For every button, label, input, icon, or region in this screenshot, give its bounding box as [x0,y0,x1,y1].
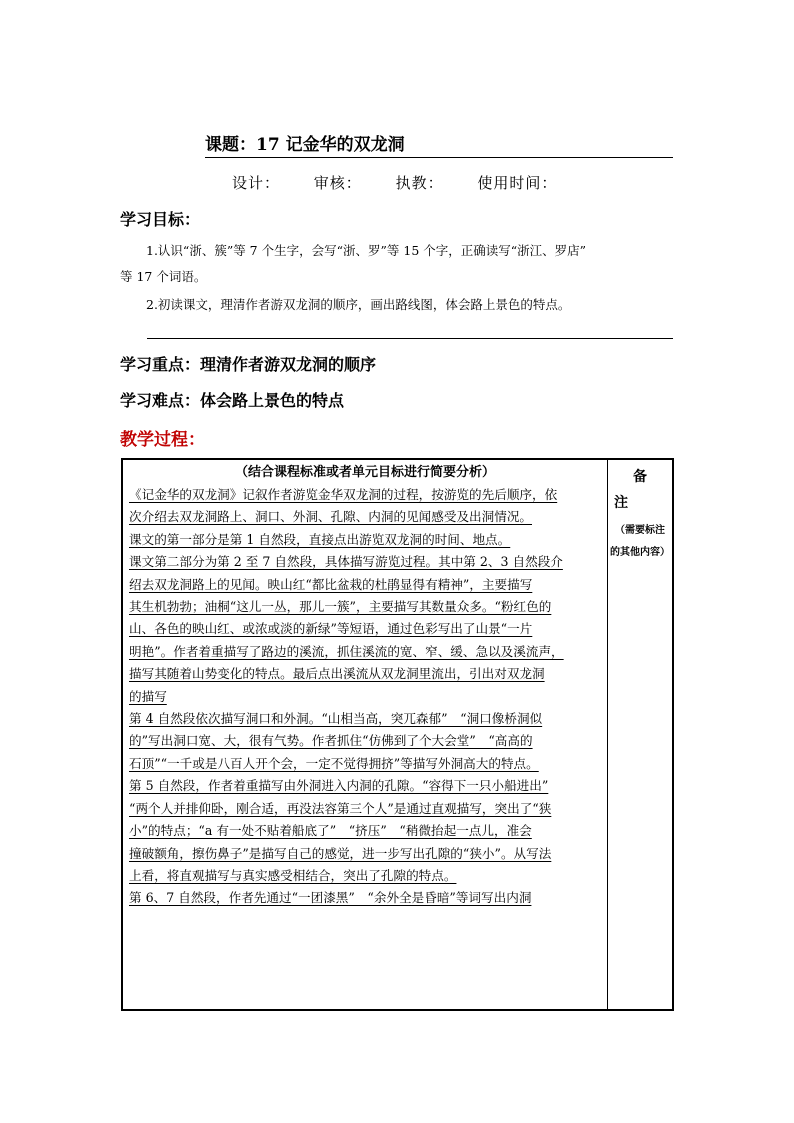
meta-row [232,172,585,193]
analysis-cell [122,459,608,1010]
analysis-line: 明艳”。作者着重描写了路边的溪流，抓住溪流的宽、窄、缓、急以及溪流声， [129,643,564,659]
analysis-line: 石顶”“一千或是八百人开个会，一定不觉得拥挤”等描写外洞高大的特点。 [129,755,539,771]
analysis-line: 小”的特点；“a 有一处不贴着船底了” “挤压” “稍微抬起一点儿，准会 [129,823,532,839]
teach-label: 执教： [395,174,444,192]
notes-title-zhu: 注 [614,495,628,511]
analysis-line: “两个人并排仰卧，刚合适，再没法容第三个人”是通过直观描写，突出了“狭 [129,800,552,816]
analysis-line: 上看，将直观描写与真实感受相结合，突出了孔隙的特点。 [129,867,457,883]
time-label: 使用时间： [477,174,558,192]
key-point: 学习重点：理清作者游双龙洞的顺序 [120,355,377,374]
analysis-line: 课文的第一部分是第 1 自然段，直接点出游览双龙洞的时间、地点。 [129,531,511,547]
difficulty: 学习难点：体会路上景色的特点 [120,391,345,410]
notes-cell [608,459,674,1010]
analysis-text [129,484,601,910]
title-row [205,130,673,158]
page-title: 课题：17 记金华的双龙洞 [205,135,405,155]
analysis-line: 撞破额角，擦伤鼻子”是描写自己的感觉，进一步写出孔隙的“狭小”。从写法 [129,845,552,861]
analysis-line: 次介绍去双龙洞路上、洞口、外洞、孔隙、内洞的见闻感受及出洞情况。 [129,509,532,525]
process-table [121,458,674,1011]
analysis-line: 山、各色的映山红、或浓或淡的新绿”等短语，通过色彩写出了山景“一片 [129,621,533,637]
notes-title-bei: 备 [633,469,647,485]
notes-hint-1: （需要标注 [615,525,665,536]
goals-heading: 学习目标： [120,210,201,229]
analysis-line: 的”写出洞口宽、大，很有气势。作者抓住“仿佛到了个大会堂” “高高的 [129,733,533,749]
analysis-line: 第 4 自然段依次描写洞口和外洞。“山相当高，突兀森郁” “洞口像桥洞似 [129,711,543,727]
design-label: 设计： [232,174,281,192]
review-label: 审核： [313,174,362,192]
analysis-line: 第 5 自然段，作者着重描写由外洞进入内洞的孔隙。“容得下一只小船进出” [129,778,549,794]
goal-1-line-2: 等 17 个词语。 [120,269,207,284]
divider [147,338,673,339]
analysis-line: 其生机勃勃；油桐“这儿一丛，那儿一簇”，主要描写其数量众多。“粉红色的 [129,599,552,615]
analysis-line: 的描写 [129,688,167,704]
analysis-line: 描写其随着山势变化的特点。最后点出溪流从双龙洞里流出，引出对双龙洞 [129,666,545,682]
analysis-line: 第 6、7 自然段，作者先通过“一团漆黑” “余外全是昏暗”等词写出内洞 [129,890,532,906]
analysis-line: 《记金华的双龙洞》记叙作者游览金华双龙洞的过程，按游览的先后顺序，依 [129,487,558,502]
analysis-line: 课文第二部分为第 2 至 7 自然段，具体描写游览过程。其中第 2、3 自然段介 [129,554,563,570]
analysis-caption: （结合课程标准或者单元目标进行简要分析） [234,465,495,480]
analysis-line: 绍去双龙洞路上的见闻。映山红“都比盆栽的杜鹃显得有精神”，主要描写 [129,576,533,592]
goal-2: 2.初读课文，理清作者游双龙洞的顺序，画出路线图，体会路上景色的特点。 [146,297,571,312]
goal-1-line-1: 1.认识“浙、簇”等 7 个生字，会写“浙、罗”等 15 个字，正确读写“浙江、罗店” [146,243,587,258]
notes-hint-2: 的其他内容） [610,547,670,558]
process-heading: 教学过程： [120,430,205,450]
